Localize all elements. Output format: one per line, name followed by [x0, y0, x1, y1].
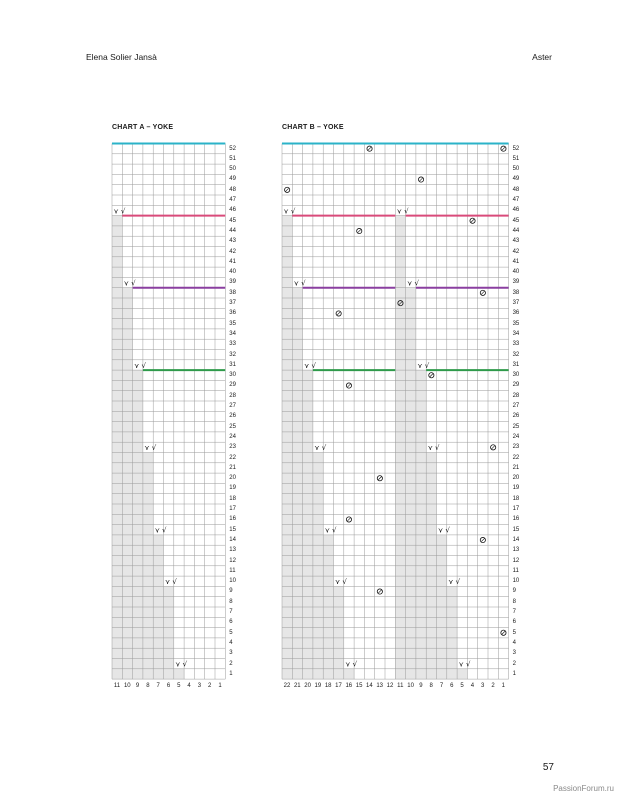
column-number: 14 — [366, 683, 373, 690]
row-number: 19 — [512, 485, 520, 492]
decrease-symbol: ⋎ √ — [324, 526, 337, 535]
row-number: 39 — [512, 279, 520, 286]
decrease-symbol: ⋎ √ — [438, 526, 450, 535]
row-number: 39 — [229, 279, 236, 286]
row-number: 10 — [512, 578, 520, 585]
row-number: 46 — [229, 207, 236, 214]
row-number: 26 — [229, 413, 236, 420]
column-number: 1 — [218, 683, 222, 690]
column-number: 15 — [355, 683, 363, 690]
row-number: 17 — [512, 506, 520, 512]
row-number: 11 — [512, 567, 519, 574]
row-number: 38 — [229, 289, 236, 296]
row-number: 44 — [512, 227, 520, 234]
bobble-symbol-stroke — [471, 219, 474, 222]
bobble-symbol-stroke — [502, 147, 505, 150]
chart-b-title: CHART B – YOKE — [282, 124, 344, 131]
column-number: 19 — [314, 683, 322, 690]
column-number: 10 — [407, 683, 414, 690]
row-number: 52 — [229, 145, 236, 152]
row-number: 37 — [512, 300, 520, 306]
row-number: 12 — [512, 557, 520, 564]
decrease-symbol: ⋎ √ — [427, 444, 440, 453]
row-number: 6 — [229, 619, 233, 626]
row-number: 22 — [229, 454, 236, 461]
column-number: 20 — [304, 683, 311, 690]
row-number: 7 — [229, 609, 233, 615]
bobble-symbol-stroke — [378, 590, 381, 593]
row-number: 20 — [229, 475, 236, 482]
row-number: 35 — [512, 320, 520, 327]
bobble-symbol-stroke — [481, 291, 484, 294]
row-number: 27 — [229, 403, 236, 409]
row-number: 24 — [229, 433, 236, 440]
row-number: 5 — [229, 629, 233, 636]
row-number: 43 — [512, 238, 520, 245]
decrease-symbol: ⋎ √ — [123, 279, 136, 288]
column-number: 2 — [491, 683, 495, 690]
row-number: 51 — [512, 155, 520, 162]
column-number: 8 — [146, 683, 150, 690]
row-number: 1 — [512, 670, 516, 677]
row-number: 46 — [512, 207, 520, 214]
row-number: 21 — [512, 464, 520, 471]
no-stitch-area — [112, 669, 184, 679]
column-number: 5 — [177, 683, 181, 690]
row-number: 48 — [229, 186, 236, 193]
row-number: 18 — [229, 495, 236, 502]
column-number: 2 — [208, 683, 212, 690]
row-number: 16 — [512, 516, 520, 523]
decrease-symbol: ⋎ √ — [448, 578, 461, 587]
bobble-symbol-stroke — [347, 384, 350, 387]
column-number: 1 — [501, 683, 505, 690]
bobble-symbol-stroke — [286, 188, 289, 191]
row-number: 47 — [229, 197, 236, 203]
decrease-symbol: ⋎ √ — [175, 660, 188, 669]
row-number: 9 — [512, 588, 516, 595]
decrease-symbol: ⋎ √ — [113, 207, 126, 216]
row-number: 31 — [229, 361, 236, 368]
row-number: 20 — [512, 475, 520, 482]
column-number: 16 — [345, 683, 353, 690]
bobble-symbol-stroke — [337, 312, 340, 315]
row-number: 51 — [229, 155, 236, 162]
row-number: 32 — [512, 351, 520, 358]
row-number: 25 — [512, 423, 520, 430]
row-number: 21 — [229, 464, 236, 471]
row-number: 49 — [229, 176, 236, 183]
no-stitch-area — [282, 669, 354, 679]
no-stitch-area — [395, 216, 405, 288]
row-number: 29 — [229, 382, 236, 389]
decrease-symbol: ⋎ √ — [345, 660, 358, 669]
row-number: 31 — [512, 361, 520, 368]
row-number: 30 — [512, 372, 520, 379]
row-number: 32 — [229, 351, 236, 358]
column-number: 9 — [419, 683, 423, 690]
decrease-symbol: ⋎ √ — [165, 578, 177, 587]
row-number: 42 — [229, 248, 236, 255]
row-number: 6 — [512, 619, 516, 626]
row-number: 38 — [512, 289, 520, 296]
row-number: 45 — [229, 217, 236, 224]
no-stitch-area — [282, 535, 334, 587]
no-stitch-area — [395, 535, 447, 587]
column-number: 17 — [335, 683, 342, 690]
bobble-symbol-stroke — [492, 446, 495, 449]
no-stitch-area — [112, 216, 122, 288]
row-number: 52 — [512, 145, 520, 152]
bobble-symbol-stroke — [481, 539, 484, 542]
row-number: 29 — [512, 382, 520, 389]
column-number: 6 — [450, 683, 454, 690]
row-number: 24 — [512, 433, 520, 440]
pattern-name: Aster — [532, 52, 552, 62]
row-number: 35 — [229, 320, 236, 327]
row-number: 15 — [229, 526, 236, 533]
decrease-symbol: ⋎ √ — [304, 361, 316, 370]
row-number: 45 — [512, 217, 520, 224]
row-number: 33 — [229, 341, 236, 348]
row-number: 9 — [229, 588, 233, 595]
row-number: 42 — [512, 248, 520, 255]
row-number: 49 — [512, 176, 520, 183]
row-number: 34 — [229, 330, 236, 337]
column-number: 3 — [197, 683, 202, 690]
author-name: Elena Solier Jansà — [86, 52, 157, 62]
row-number: 50 — [512, 166, 520, 173]
row-number: 14 — [229, 536, 236, 543]
column-number: 13 — [376, 683, 384, 690]
column-number: 6 — [166, 683, 171, 690]
row-number: 10 — [229, 578, 236, 585]
row-number: 13 — [229, 547, 236, 554]
column-number: 9 — [135, 683, 140, 690]
row-number: 5 — [512, 629, 516, 636]
column-number: 22 — [283, 683, 291, 690]
column-number: 18 — [324, 683, 332, 690]
row-number: 23 — [229, 444, 236, 451]
row-number: 2 — [512, 660, 516, 667]
row-number: 16 — [229, 516, 236, 523]
column-number: 12 — [386, 683, 394, 690]
column-number: 8 — [429, 683, 433, 690]
column-number: 5 — [460, 683, 464, 690]
row-number: 11 — [229, 567, 236, 574]
row-number: 40 — [512, 269, 520, 276]
column-number: 4 — [470, 683, 475, 690]
column-number: 10 — [123, 683, 131, 690]
bobble-symbol-stroke — [378, 477, 381, 480]
watermark: PassionForum.ru — [553, 784, 614, 793]
decrease-symbol: ⋎ √ — [154, 526, 167, 535]
row-number: 25 — [229, 423, 236, 430]
row-number: 7 — [512, 609, 516, 615]
row-number: 17 — [229, 506, 236, 512]
row-number: 19 — [229, 485, 236, 492]
row-number: 3 — [229, 650, 233, 657]
row-number: 22 — [512, 454, 520, 461]
decrease-symbol: ⋎ √ — [458, 660, 471, 669]
decrease-symbol: ⋎ √ — [134, 361, 146, 370]
decrease-symbol: ⋎ √ — [396, 207, 409, 216]
column-number: 7 — [156, 683, 160, 690]
column-number: 7 — [439, 683, 444, 690]
row-number: 28 — [512, 392, 520, 399]
no-stitch-area — [112, 535, 164, 587]
row-number: 47 — [512, 197, 520, 203]
decrease-symbol: ⋎ √ — [293, 279, 306, 288]
column-number: 11 — [113, 683, 121, 690]
row-number: 48 — [512, 186, 520, 193]
no-stitch-area — [395, 669, 467, 679]
bobble-symbol-stroke — [358, 230, 361, 233]
row-number: 4 — [512, 639, 516, 646]
row-number: 12 — [229, 557, 236, 564]
row-number: 44 — [229, 227, 236, 234]
row-number: 41 — [229, 258, 236, 265]
decrease-symbol: ⋎ √ — [335, 578, 347, 587]
row-number: 27 — [512, 403, 520, 409]
no-stitch-area — [282, 216, 292, 288]
bobble-symbol-stroke — [502, 631, 505, 634]
row-number: 13 — [512, 547, 520, 554]
bobble-symbol-stroke — [420, 178, 423, 181]
decrease-symbol: ⋎ √ — [283, 207, 296, 216]
row-number: 15 — [512, 526, 520, 533]
row-number: 43 — [229, 238, 236, 245]
row-number: 3 — [512, 650, 516, 657]
row-number: 36 — [512, 310, 520, 317]
row-number: 18 — [512, 495, 520, 502]
bobble-symbol-stroke — [347, 518, 350, 521]
decrease-symbol: ⋎ √ — [407, 279, 419, 288]
row-number: 8 — [229, 598, 233, 605]
row-number: 26 — [512, 413, 520, 420]
decrease-symbol: ⋎ √ — [417, 361, 430, 370]
bobble-symbol-stroke — [430, 374, 433, 377]
row-number: 34 — [512, 330, 520, 337]
row-number: 41 — [512, 258, 520, 265]
row-number: 8 — [512, 598, 516, 605]
column-number: 21 — [293, 683, 301, 690]
row-number: 40 — [229, 269, 236, 276]
column-number: 4 — [187, 683, 191, 690]
row-number: 1 — [229, 670, 233, 677]
decrease-symbol: ⋎ √ — [144, 444, 157, 453]
row-number: 14 — [512, 536, 520, 543]
bobble-symbol-stroke — [368, 147, 371, 150]
chart-a-title: CHART A – YOKE — [112, 124, 174, 131]
row-number: 33 — [512, 341, 520, 348]
row-number: 4 — [229, 639, 233, 646]
row-number: 2 — [229, 660, 233, 667]
column-number: 3 — [481, 683, 485, 690]
row-number: 30 — [229, 372, 236, 379]
row-number: 50 — [229, 166, 236, 173]
column-number: 11 — [397, 683, 404, 690]
row-number: 28 — [229, 392, 236, 399]
row-number: 37 — [229, 300, 236, 306]
row-number: 36 — [229, 310, 236, 317]
row-number: 23 — [512, 444, 520, 451]
decrease-symbol: ⋎ √ — [314, 444, 327, 453]
page-number: 57 — [542, 762, 554, 773]
